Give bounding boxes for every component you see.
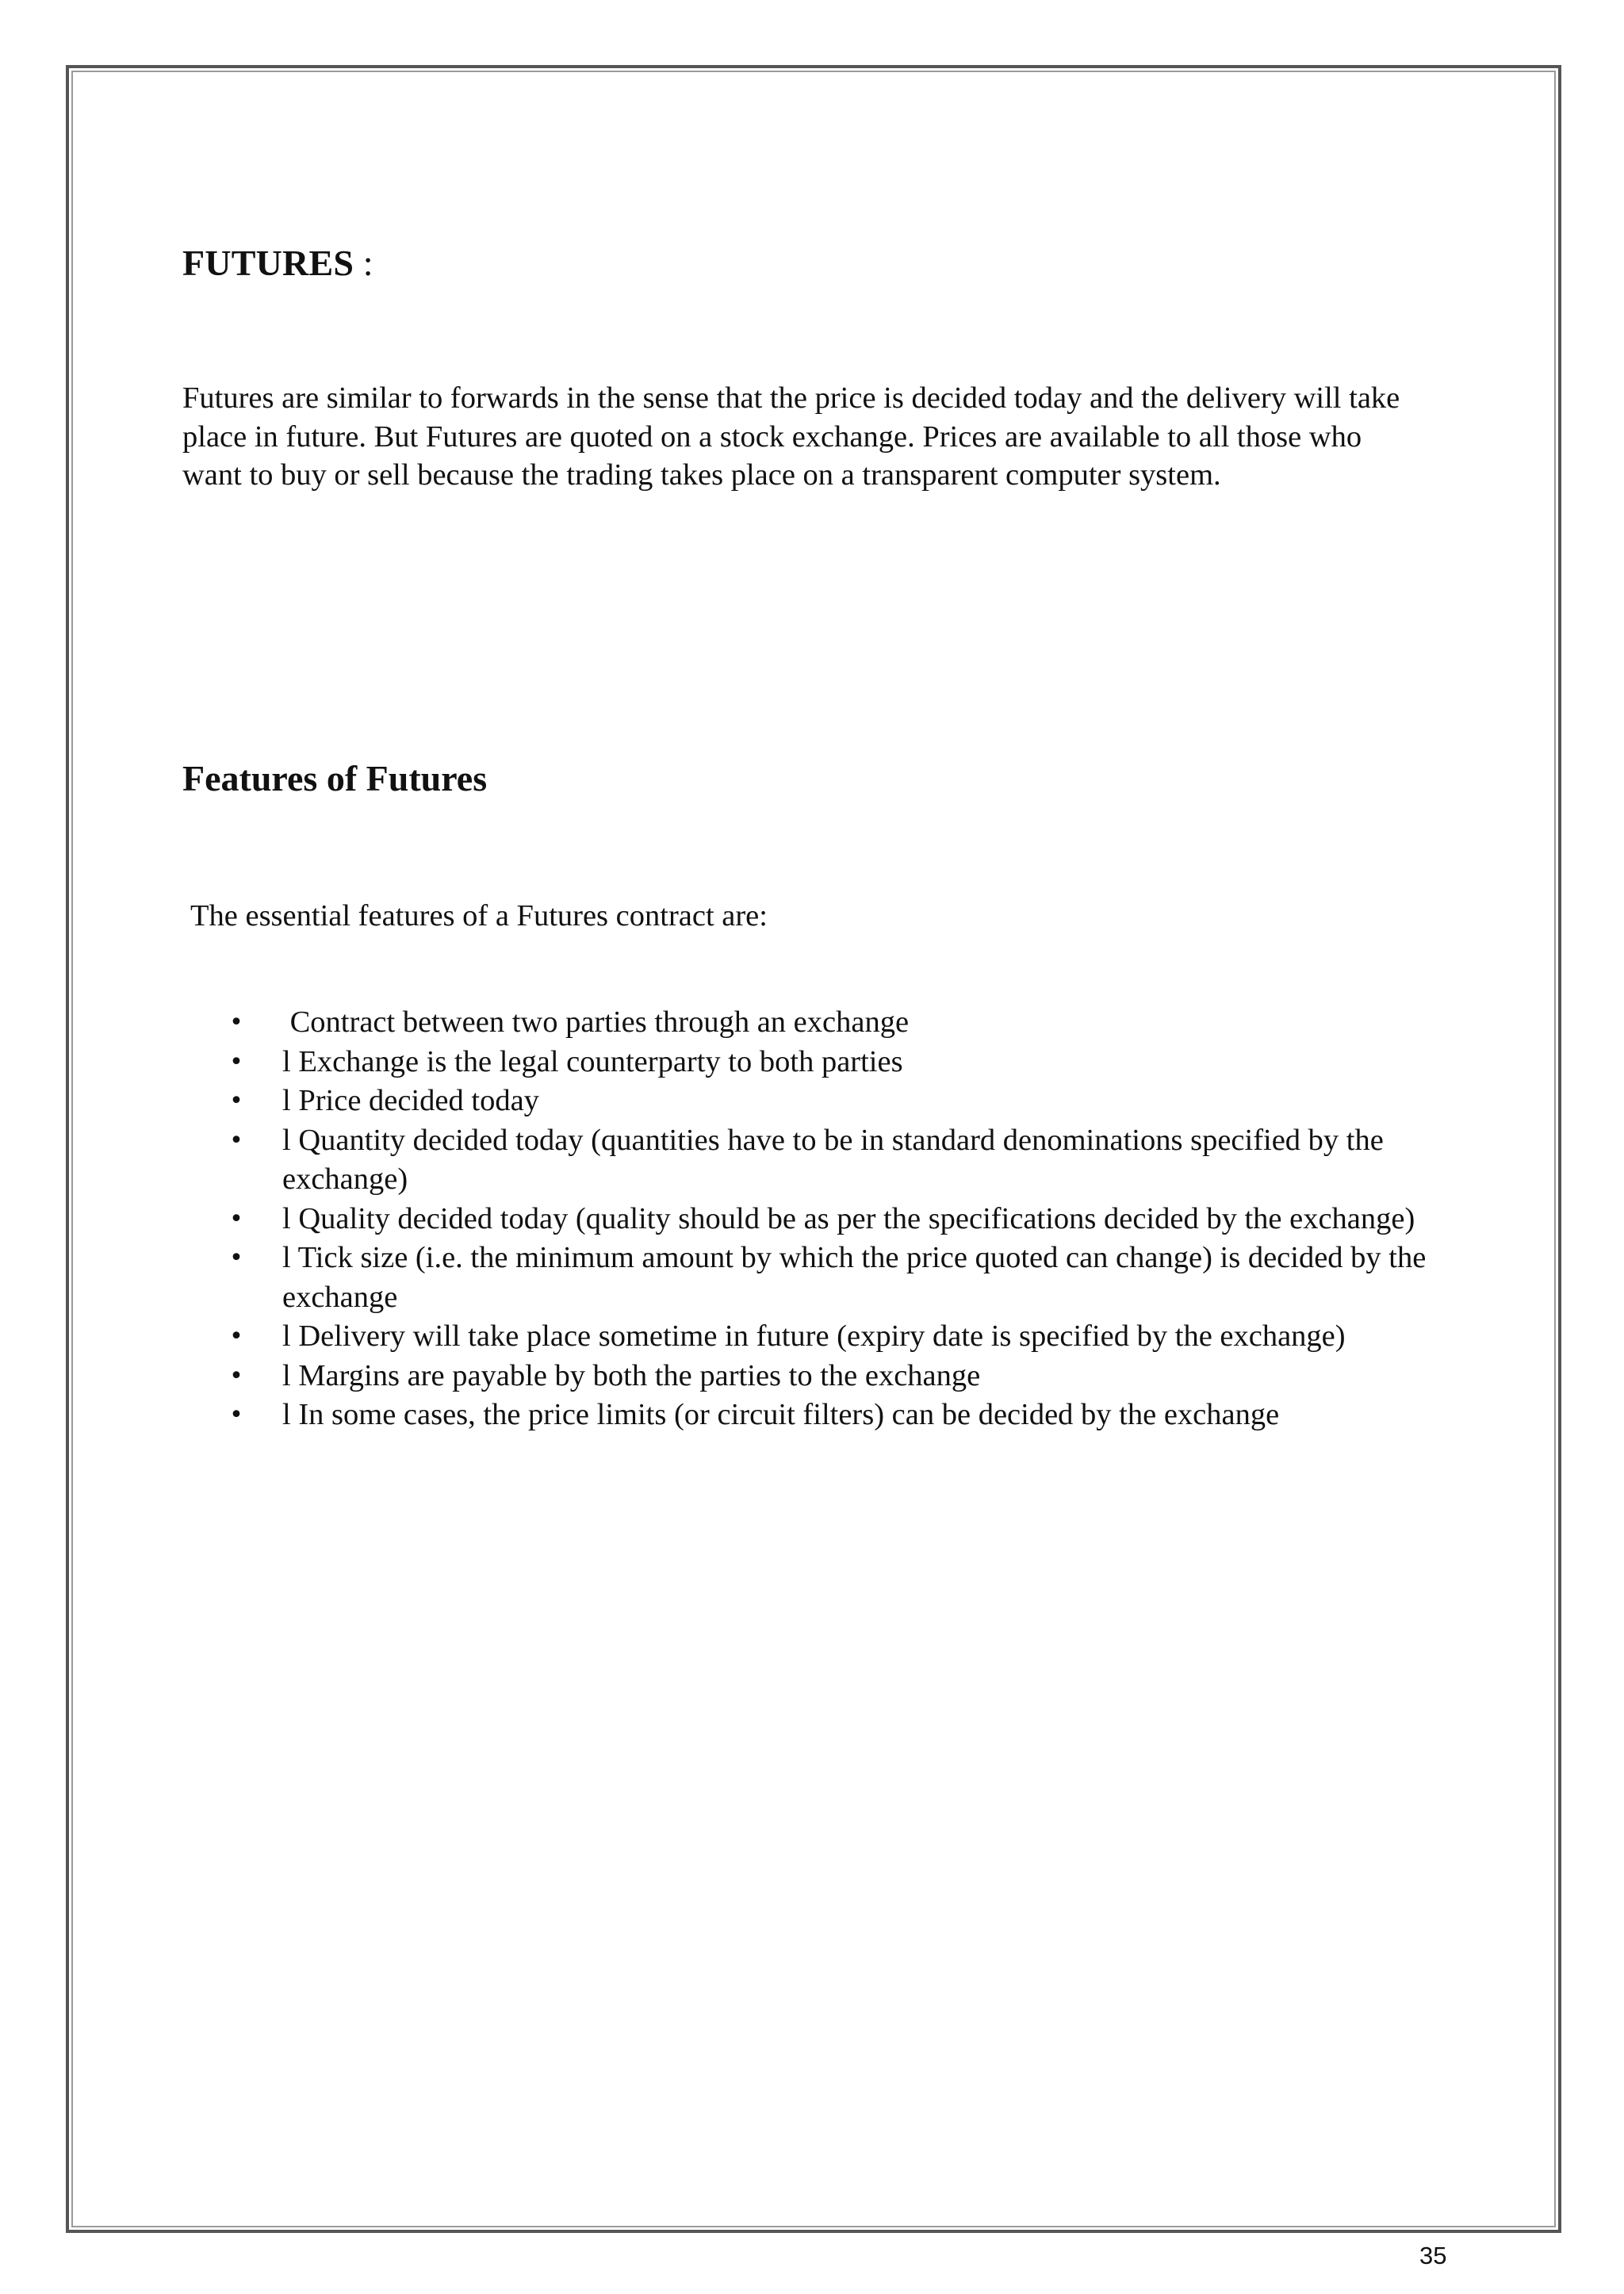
bullet-icon: •: [229, 1087, 243, 1115]
features-list: [224, 1003, 1461, 1435]
bullet-icon: •: [229, 1126, 243, 1155]
section-title-text: FUTURES: [182, 243, 354, 283]
list-item-text: Contract between two parties through an exchange: [282, 1005, 910, 1039]
list-item: [224, 1003, 1461, 1043]
list-item-text: l Quantity decided today (quantities have to be in standard denominations specified by the exchange): [282, 1123, 1384, 1196]
list-item-text: l Price decided today: [282, 1084, 539, 1117]
list-item: [224, 1317, 1461, 1357]
list-item: [224, 1357, 1461, 1396]
features-intro: The essential features of a Futures contract are:: [190, 899, 768, 933]
list-item: [224, 1239, 1461, 1317]
list-item: [224, 1121, 1461, 1200]
bullet-icon: •: [229, 1204, 243, 1233]
list-item-text: l Quality decided today (quality should be as per the specifications decided by the exchange): [282, 1201, 1415, 1235]
features-heading: Features of Futures: [182, 758, 488, 798]
list-item: [224, 1200, 1461, 1239]
list-item-text: l In some cases, the price limits (or circuit filters) can be decided by the exchange: [282, 1398, 1280, 1431]
list-item: [224, 1396, 1461, 1435]
bullet-icon: •: [229, 1047, 243, 1076]
bullet-icon: •: [229, 1323, 243, 1350]
list-item: [224, 1082, 1461, 1121]
list-item: [224, 1043, 1461, 1082]
intro-paragraph: Futures are similar to forwards in the sense that the price is decided today and the delivery will take place in future. But Futures are quoted on a stock exchange. Prices are available to all those who want to buy or sell because the trading takes place on a transparent computer system.: [182, 381, 1400, 492]
list-item-text: l Delivery will take place sometime in future (expiry date is specified by the exchange): [282, 1319, 1346, 1353]
list-item-text: l Exchange is the legal counterparty to both parties: [282, 1044, 903, 1078]
bullet-icon: •: [229, 1244, 243, 1272]
bullet-icon: •: [229, 1401, 243, 1429]
bullet-icon: •: [229, 1361, 243, 1390]
list-item-text: l Margins are payable by both the parties to the exchange: [282, 1358, 981, 1392]
section-title-colon: :: [354, 243, 373, 283]
section-title: [182, 242, 373, 284]
page-number: 35: [1419, 2242, 1447, 2269]
bullet-icon: •: [229, 1009, 243, 1036]
list-item-text: l Tick size (i.e. the minimum amount by which the price quoted can change) is decided by the exchange: [282, 1241, 1427, 1314]
